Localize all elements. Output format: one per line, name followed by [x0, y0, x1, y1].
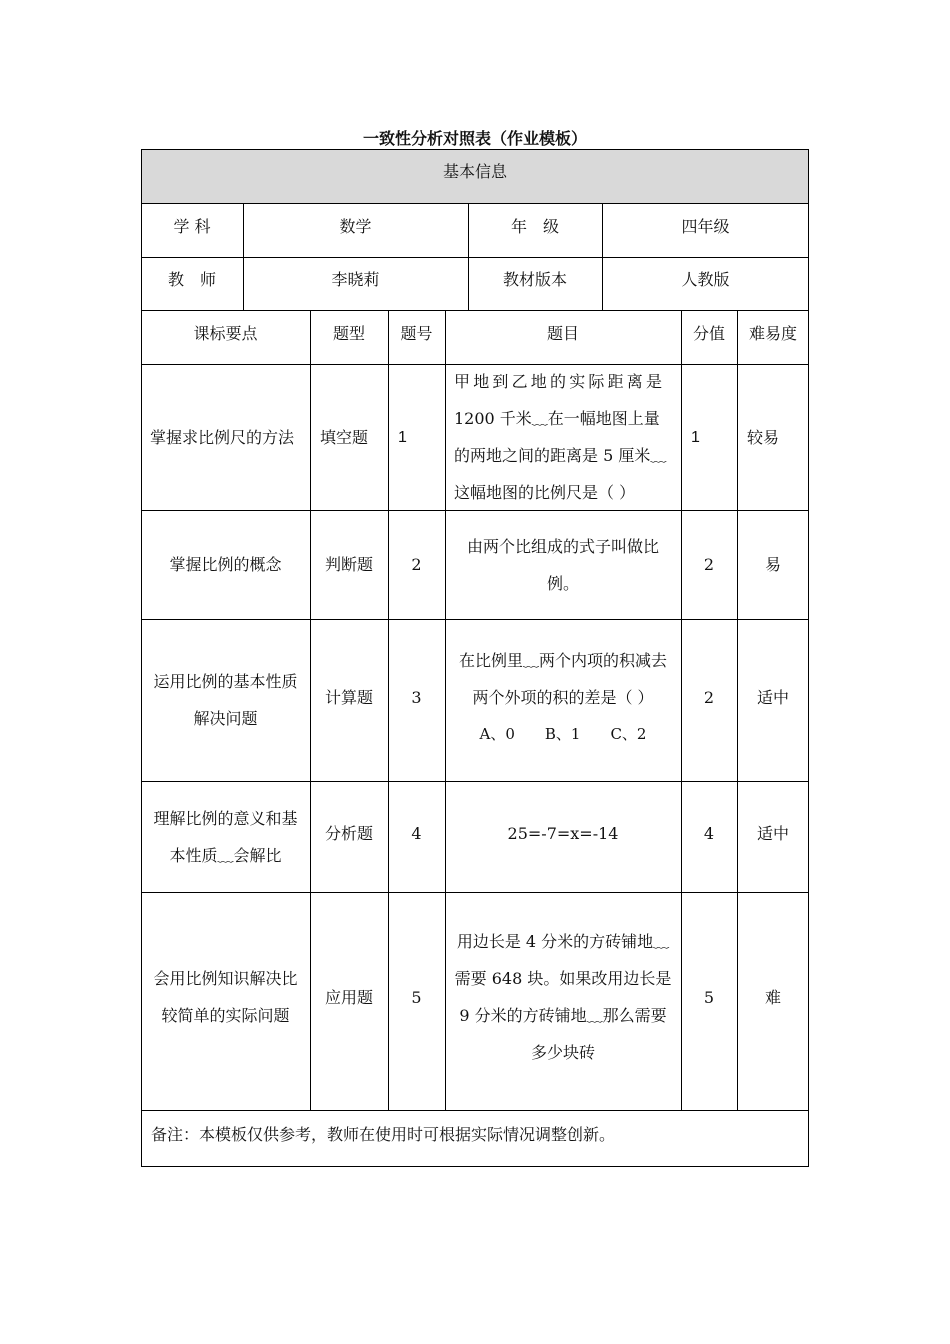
row3-question-line: 两个外项的积的差是（ ）	[472, 687, 654, 707]
row3-type: 计算题	[324, 687, 373, 707]
row1-difficulty: 较易	[747, 427, 780, 447]
col-header-question: 题目	[546, 323, 579, 343]
row1-question-line: 的两地之间的距离是 5 厘米﹏	[454, 446, 667, 465]
row3-score: 2	[703, 687, 715, 707]
row5-question-line: 用边长是 4 分米的方砖铺地﹏	[456, 932, 670, 951]
row1-type: 填空题	[320, 427, 369, 447]
col-header-score: 分值	[692, 323, 725, 343]
row3-number: 3	[411, 687, 422, 707]
subject-value: 数学	[339, 217, 372, 236]
row4-question: 25=-7=x=-14	[507, 823, 619, 843]
row4-standard-line: 本性质﹏会解比	[169, 845, 282, 865]
grade-value: 四年级	[681, 217, 730, 236]
row5-question-line: 多少块砖	[530, 1043, 595, 1062]
row5-question	[445, 892, 681, 1102]
row4-type: 分析题	[324, 823, 373, 843]
row4-difficulty: 适中	[756, 823, 789, 843]
row1-question	[445, 364, 681, 510]
edition-value: 人教版	[681, 270, 730, 289]
row5-standard-line: 会用比例知识解决比	[153, 969, 298, 988]
teacher-label: 教 师	[167, 270, 216, 289]
row2-difficulty: 易	[764, 555, 781, 574]
row5-number: 5	[411, 987, 422, 1007]
row5-question-line: 需要 648 块。如果改用边长是	[454, 969, 672, 988]
row5-standard	[141, 892, 310, 1102]
row2-type: 判断题	[324, 555, 373, 574]
row2-standard: 掌握比例的概念	[169, 555, 282, 574]
row2-question-line: 例。	[546, 573, 579, 593]
teacher-value: 李晓莉	[331, 270, 380, 289]
row1-standard: 掌握求比例尺的方法	[150, 427, 295, 447]
basic-info-heading: 基本信息	[442, 161, 507, 181]
document-title: 一致性分析对照表（作业模板）	[362, 129, 587, 148]
row5-type: 应用题	[324, 987, 373, 1007]
row5-difficulty: 难	[764, 987, 781, 1007]
subject-label: 学 科	[173, 217, 211, 236]
col-header-standard: 课标要点	[193, 323, 258, 343]
row1-question-line: 这幅地图的比例尺是（ ）	[454, 483, 636, 502]
col-header-number: 题号	[400, 323, 433, 343]
row5-score: 5	[703, 987, 715, 1007]
row1-number: 1	[398, 428, 407, 446]
row3-question	[445, 619, 681, 775]
col-header-difficulty: 难易度	[748, 323, 797, 343]
row1-question-line: 1200 千米﹏在一幅地图上量	[454, 409, 660, 428]
note: 备注：本模板仅供参考，教师在使用时可根据实际情况调整创新。	[151, 1124, 616, 1144]
edition-label: 教材版本	[502, 270, 567, 289]
row2-score: 2	[703, 555, 715, 574]
row3-standard-line: 解决问题	[193, 709, 258, 728]
grade-label: 年 级	[510, 217, 559, 236]
row3-question-line: 在比例里﹏两个内项的积减去	[458, 650, 667, 670]
row5-question-line: 9 分米的方砖铺地﹏那么需要	[459, 1006, 667, 1025]
row4-standard	[141, 781, 310, 892]
row4-score: 4	[703, 823, 715, 843]
row4-number: 4	[411, 823, 422, 843]
row2-question	[445, 510, 681, 619]
row2-question-line: 由两个比组成的式子叫做比	[466, 536, 659, 556]
row4-standard-line: 理解比例的意义和基	[153, 808, 298, 828]
row3-question-options: A、0 B、1 C、2	[479, 724, 647, 743]
row3-difficulty: 适中	[756, 687, 789, 707]
row1-score: 1	[691, 428, 700, 446]
row3-standard	[141, 619, 310, 781]
row3-standard-line: 运用比例的基本性质	[153, 672, 298, 691]
row1-question-line: 甲地到乙地的实际距离是	[454, 372, 666, 391]
col-header-type: 题型	[332, 323, 365, 343]
row2-number: 2	[411, 555, 422, 574]
row5-standard-line: 较简单的实际问题	[161, 1006, 290, 1025]
